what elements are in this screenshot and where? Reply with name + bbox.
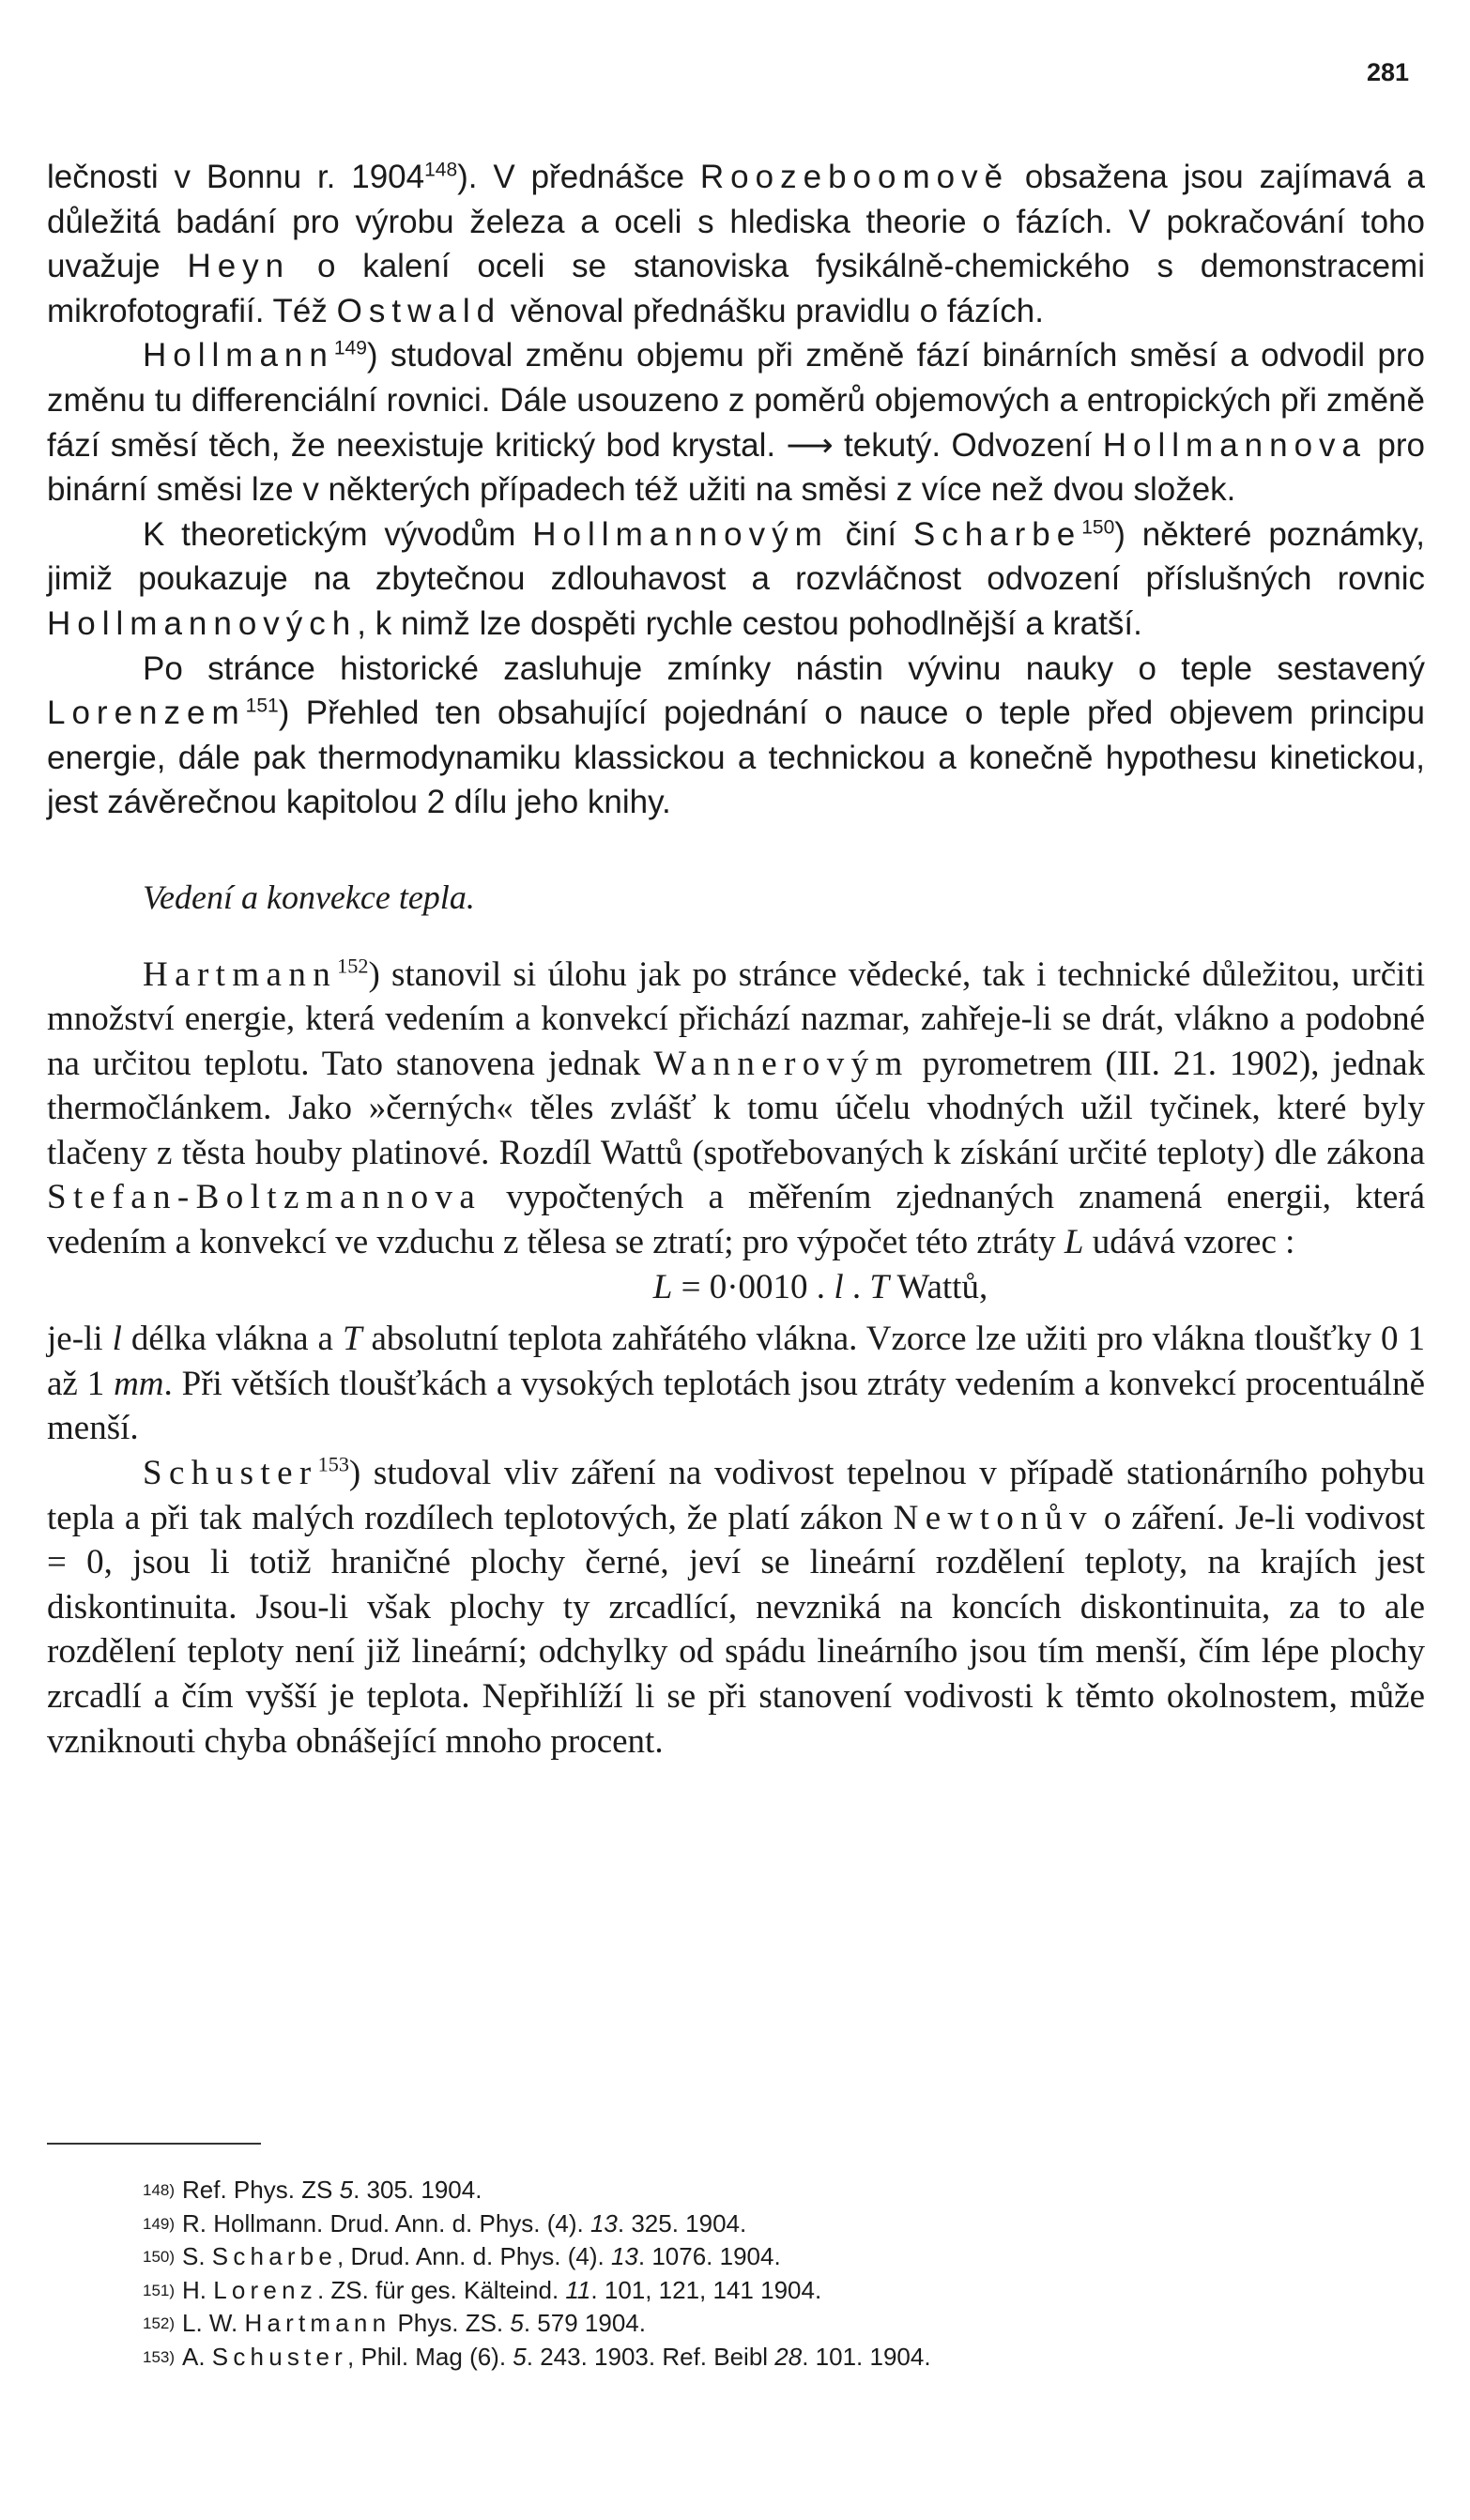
footnotes — [143, 2174, 1401, 2374]
text-run: . 101, 121, 141 1904. — [590, 2275, 822, 2304]
footnote-divider — [47, 2143, 261, 2145]
spaced-name: Hartmann — [244, 2309, 391, 2337]
spaced-name: Newtonův — [893, 1498, 1094, 1537]
spaced-name: Scharbe — [912, 515, 1082, 553]
text-run: R. Hollmann. Drud. Ann. d. Phys. (4). — [182, 2208, 590, 2237]
text-run: ) studoval změnu objemu při změně fází binárních směsí a odvodil pro změnu tu differenciální rovnici. Dále usouzeno z poměrů objemových a entropických při změně fází směsí těch, že neexistuje kritický bod krystal. ⟶ tekutý. Odvození — [47, 337, 1425, 464]
footnote — [143, 2174, 1401, 2207]
text-run: 5 — [513, 2342, 527, 2371]
text-run: ) studoval vliv záření na vodivost tepelnou v případě stationárního pohybu tepla a při tak malých rozdílech teplotových, že platí zákon — [47, 1454, 1425, 1537]
text-run: vypočtených a měřením zjednaných znamená energii, která vedením a konvekcí ve vzduchu z tělesa se ztratí; pro výpočet této ztráty — [47, 1178, 1425, 1262]
text-run: mm — [114, 1364, 164, 1403]
spaced-name: Lorenzem — [47, 695, 246, 732]
spaced-name: Hollmannových — [47, 604, 358, 642]
footnote-ref: 152 — [337, 954, 369, 978]
text-run: l — [834, 1267, 844, 1306]
spaced-name: Lorenz — [213, 2275, 317, 2304]
text-run: Po stránce historické zasluhuje zmínky nástin vývinu nauky o teple sestavený — [143, 649, 1425, 687]
text-run: . ZS. für ges. Kälteind. — [316, 2275, 566, 2304]
text-run: l — [112, 1320, 122, 1359]
text-run: absolutní teplota zahřátého vlákna. Vzorce lze užiti pro vlákna tloušťky 0 1 až 1 — [47, 1320, 1425, 1403]
text-run: H. — [182, 2275, 214, 2304]
footnote-ref: 149 — [333, 337, 367, 359]
spaced-name: Schuster — [143, 1454, 318, 1493]
paragraph — [47, 1317, 1425, 1451]
footnote-mark: 150) — [143, 2248, 176, 2266]
paragraph — [47, 512, 1425, 647]
footnote-mark: 151) — [143, 2281, 176, 2299]
text-run: K theoretickým vývodům — [143, 515, 533, 553]
paragraph — [47, 155, 1425, 333]
text-run: . 305. 1904. — [353, 2176, 482, 2204]
text-run: obsažena jsou zajímavá a důležitá badání pro výrobu železa a oceli s hlediska theorie o fázích. V pokračování toho uvažuje — [47, 159, 1425, 285]
footnote-ref: 150 — [1081, 516, 1115, 539]
footnote — [143, 2274, 1401, 2308]
text-run: 11 — [565, 2275, 591, 2304]
spaced-name: Hollmann — [143, 337, 334, 374]
spaced-name: Hartmann — [143, 955, 338, 994]
spaced-name: Roozeboomově — [699, 159, 1010, 195]
spaced-name: Scharbe — [211, 2242, 338, 2270]
text-run: , Drud. Ann. d. Phys. (4). — [337, 2242, 611, 2270]
body-text — [47, 155, 1425, 1764]
text-run: Phys. ZS. — [390, 2309, 511, 2337]
text-run: 13 — [590, 2208, 618, 2237]
text-run: pro binární směsi lze v některých případech též užiti na směsi z více než dvou složek. — [47, 426, 1426, 509]
text-run: Wattů, — [888, 1267, 988, 1306]
spaced-name: Heyn — [187, 248, 291, 285]
text-run: o záření. Je-li vodivost = 0, jsou li totiž hraničné plochy černé, jeví se lineární rozdělení teploty, na krajích jest diskontinuita. Jsou-li však plochy ty zrcadlící, nevzniká na koncích diskontinuita, za to ale rozdělení teploty není již lineární; odchylky od spádu lineárního jsou tím menší, čím lépe plochy zrcadlí a čím vyšší je teplota. Nepřihlíží li se při stanovení vodivosti k těmto okolnostem, může vzniknouti chyba obnášející mnoho procent. — [47, 1498, 1425, 1761]
text-run: Vedení a konvekce tepla. — [143, 878, 475, 916]
text-run: o kalení oceli se stanoviska fysikálně-chemického s demonstracemi mikrofotografií. Též — [47, 248, 1425, 329]
text-run: , k nimž lze dospěti rychle cestou pohodlnější a kratší. — [357, 604, 1142, 642]
footnote-mark: 152) — [143, 2314, 176, 2332]
text-run: ) Přehled ten obsahující pojednání o nauce o teple před objevem principu energie, dále pak thermodynamiku klassickou a technickou a konečně hypothesu kinetickou, jest závěrečnou kapitolou 2 dílu jeho knihy. — [47, 695, 1425, 821]
text-run: = 0·0010 . — [672, 1267, 835, 1306]
footnote-ref: 153 — [317, 1452, 349, 1476]
text-run: pyrometrem (III. 21. 1902), jednak thermočlánkem. Jako »černých« těles zvlášť k tomu účelu vhodných užil tyčinek, které byly tlačeny z těsta houby platinové. Rozdíl Wattů (spotřebovaných k získání určité teploty) dle zákona — [47, 1044, 1426, 1172]
text-run: 5 — [510, 2309, 524, 2337]
text-run: ). V přednášce — [457, 159, 700, 195]
text-run: . 1076. 1904. — [637, 2242, 781, 2270]
footnote — [143, 2307, 1401, 2341]
text-run: . Při větších tloušťkách a vysokých teplotách jsou ztráty vedením a konvekcí procentuálně menší. — [47, 1364, 1425, 1448]
spaced-name: Hollmannova — [1102, 426, 1368, 464]
text-run: 28 — [774, 2342, 803, 2371]
spaced-name: Schuster — [211, 2342, 348, 2371]
spaced-name: Hollmannovým — [532, 515, 829, 553]
footnote — [143, 2207, 1401, 2241]
text-run: A. — [182, 2342, 212, 2371]
text-run: ) některé poznámky, jimiž poukazuje na zbytečnou zdlouhavost a rozvláčnost odvození příslušných rovnic — [47, 515, 1425, 598]
spaced-name: Ostwald — [336, 292, 502, 329]
section-heading — [143, 876, 1425, 921]
footnote-mark: 153) — [143, 2347, 176, 2366]
text-run: činí — [828, 515, 913, 553]
text-run: T — [869, 1267, 889, 1306]
text-run: . 101. 1904. — [802, 2342, 931, 2371]
text-run: ) stanovil si úlohu jak po stránce vědecké, tak i technické důležitou, určiti množství energie, která vedením a konvekcí přichází nazmar, zahřeje-li se drát, vlákno a podobné na určitou teplotu. Tato stanovena jednak — [47, 955, 1425, 1083]
footnote — [143, 2341, 1401, 2375]
page-number: 281 — [1367, 58, 1410, 86]
text-run: L — [1064, 1223, 1084, 1262]
text-run: je-li — [47, 1320, 113, 1359]
paragraph — [47, 1451, 1425, 1764]
paragraph — [47, 333, 1425, 512]
text-run: délka vlákna a — [121, 1320, 343, 1359]
text-run: L — [652, 1267, 673, 1306]
spaced-name: Wannerovým — [653, 1044, 910, 1083]
footnote-mark: 148) — [143, 2181, 176, 2199]
paragraph — [47, 647, 1425, 825]
text-run: 5 — [339, 2176, 354, 2204]
footnote-ref: 148 — [424, 159, 458, 181]
footnote-mark: 149) — [143, 2214, 176, 2233]
text-run: L. W. — [182, 2309, 245, 2337]
paragraph — [47, 953, 1425, 1265]
text-run: . 243. 1903. Ref. Beibl — [526, 2342, 775, 2371]
text-run: S. — [182, 2242, 212, 2270]
text-run: T — [342, 1320, 362, 1359]
text-run: věnoval přednášku pravidlu o fázích. — [501, 292, 1044, 329]
text-run: . 325. 1904. — [617, 2208, 747, 2237]
formula — [47, 1265, 1425, 1310]
spaced-name: Stefan-Boltzmannova — [47, 1178, 482, 1217]
footnote — [143, 2240, 1401, 2274]
text-run: . — [843, 1267, 870, 1306]
footnote-ref: 151 — [245, 695, 279, 717]
text-run: lečnosti v Bonnu r. 1904 — [47, 159, 425, 195]
text-run: , Phil. Mag (6). — [347, 2342, 513, 2371]
text-run: . 579 1904. — [523, 2309, 646, 2337]
text-run: Ref. Phys. ZS — [182, 2176, 340, 2204]
text-run: 13 — [610, 2242, 638, 2270]
text-run: udává vzorec : — [1083, 1223, 1295, 1262]
